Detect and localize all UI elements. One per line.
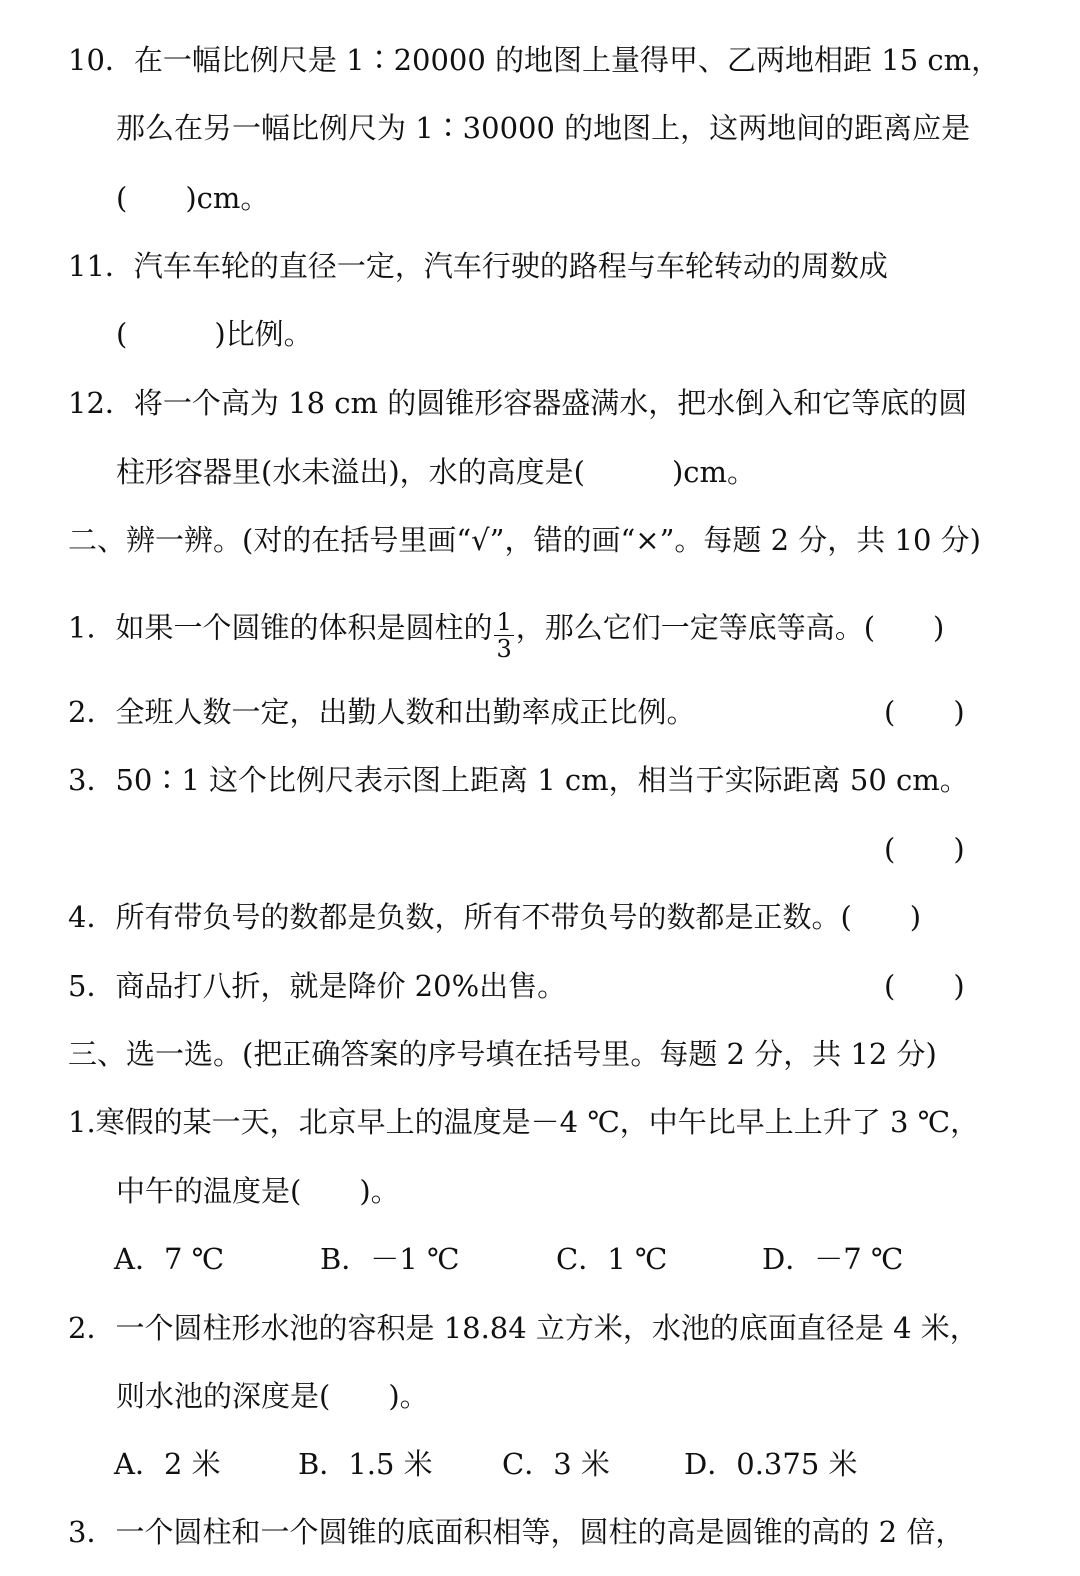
section-3-heading: 三、选一选。(把正确答案的序号填在括号里。每题 2 分，共 12 分) xyxy=(68,1037,937,1071)
section-2-heading: 二、辨一辨。(对的在括号里画“√”，错的画“×”。每题 2 分，共 10 分) xyxy=(68,523,981,557)
option-d: D．0.375 米 xyxy=(684,1447,858,1481)
option-b: B．－1 ℃ xyxy=(320,1242,460,1276)
judge-q2-answer-paren: ( ) xyxy=(884,695,965,729)
judge-question-4: 4．所有带负号的数都是负数，所有不带负号的数都是正数。( ) xyxy=(68,900,922,934)
question-11-line-2: ( )比例。 xyxy=(116,317,313,351)
judge-q1-text-after: ，那么它们一定等底等高。( ) xyxy=(515,610,945,645)
choice-question-2-line-2: 则水池的深度是( )。 xyxy=(116,1379,429,1413)
question-10-line-2: 那么在另一幅比例尺为 1∶30000 的地图上，这两地间的距离应是 xyxy=(116,111,971,145)
judge-question-5: 5．商品打八折，就是降价 20%出售。 xyxy=(68,969,567,1003)
choice-question-1-line-1: 1.寒假的某一天，北京早上的温度是－4 ℃，中午比早上上升了 3 ℃， xyxy=(68,1105,980,1139)
judge-q3-answer-paren: ( ) xyxy=(884,832,965,866)
fraction-denominator: 3 xyxy=(496,635,512,663)
judge-q1-text-before: 1．如果一个圆锥的体积是圆柱的 xyxy=(68,610,493,645)
question-11-line-1: 11．汽车车轮的直径一定，汽车行驶的路程与车轮转动的周数成 xyxy=(68,249,888,283)
choice-question-2-line-1: 2．一个圆柱形水池的容积是 18.84 立方米，水池的底面直径是 4 米， xyxy=(68,1311,979,1345)
option-a: A．7 ℃ xyxy=(114,1242,225,1276)
fraction-numerator: 1 xyxy=(496,608,512,636)
question-10-line-3: ( )cm。 xyxy=(116,181,270,215)
fraction-one-third xyxy=(494,609,513,662)
choice-question-2-options xyxy=(0,1444,1080,1484)
judge-question-2: 2．全班人数一定，出勤人数和出勤率成正比例。 xyxy=(68,695,696,729)
choice-question-3-line-1: 3．一个圆柱和一个圆锥的底面积相等，圆柱的高是圆锥的高的 2 倍， xyxy=(68,1515,965,1549)
option-c: C．3 米 xyxy=(502,1447,610,1481)
option-d: D．－7 ℃ xyxy=(762,1242,904,1276)
question-12-line-1: 12．将一个高为 18 cm 的圆锥形容器盛满水，把水倒入和它等底的圆 xyxy=(68,386,968,420)
option-a: A．2 米 xyxy=(114,1447,221,1481)
option-b: B．1.5 米 xyxy=(298,1447,433,1481)
judge-question-3: 3．50∶1 这个比例尺表示图上距离 1 cm，相当于实际距离 50 cm。 xyxy=(68,763,969,797)
judge-q5-answer-paren: ( ) xyxy=(884,969,965,1003)
option-c: C．1 ℃ xyxy=(556,1242,668,1276)
judge-question-1 xyxy=(68,603,945,663)
choice-question-1-line-2: 中午的温度是( )。 xyxy=(116,1174,400,1208)
question-12-line-2: 柱形容器里(水未溢出)，水的高度是( )cm。 xyxy=(116,455,756,489)
question-10-line-1: 10．在一幅比例尺是 1∶20000 的地图上量得甲、乙两地相距 15 cm， xyxy=(68,43,1001,77)
choice-question-1-options xyxy=(0,1239,1080,1279)
